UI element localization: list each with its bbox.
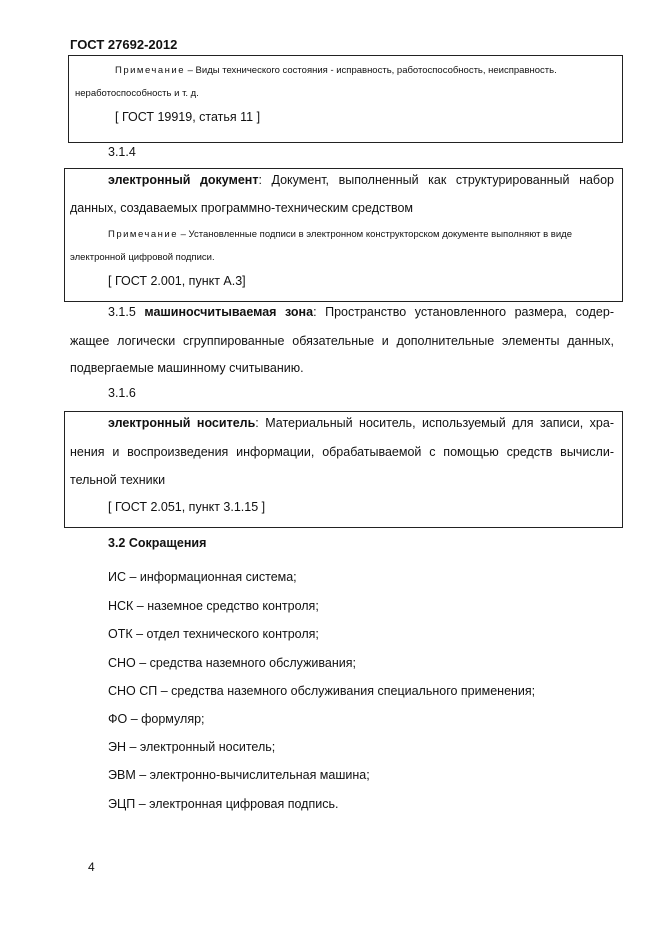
abbreviation-item: ИС – информационная система; [108, 570, 297, 584]
term-314-note-line1 [108, 229, 572, 240]
term-314-reference: [ ГОСТ 2.001, пункт А.3] [108, 274, 246, 288]
abbreviations-heading: 3.2 Сокращения [108, 536, 207, 550]
term-316-term: электронный носитель [108, 416, 256, 430]
abbreviation-item: ЭЦП – электронная цифровая подпись. [108, 797, 339, 811]
term-314-def-line1 [108, 166, 614, 195]
term-316-def-line3: тельной техники [70, 473, 166, 487]
term-316-def1: : Материальный носитель, используемый для записи, хра- [255, 416, 614, 430]
note-1-label: Примечание [115, 65, 185, 76]
page-number: 4 [88, 860, 95, 874]
term-314-def-line2: данных, создаваемых программно-техническим средством [70, 201, 414, 215]
term-315-def-line3: подвергаемые машинному считыванию. [70, 361, 304, 375]
term-314-note-label: Примечание [108, 229, 178, 240]
abbreviation-item: ЭН – электронный носитель; [108, 740, 276, 754]
abbreviation-item: ОТК – отдел технического контроля; [108, 627, 319, 641]
term-314-term: электронный документ [108, 173, 259, 187]
clause-316-number: 3.1.6 [108, 386, 136, 400]
abbreviation-item: СНО – средства наземного обслуживания; [108, 656, 356, 670]
abbreviation-item: СНО СП – средства наземного обслуживания специального применения; [108, 684, 536, 698]
term-316-reference: [ ГОСТ 2.051, пункт 3.1.15 ] [108, 500, 266, 514]
abbreviation-item: НСК – наземное средство контроля; [108, 599, 319, 613]
standard-id: ГОСТ 27692-2012 [70, 37, 178, 52]
term-314-note-text: – Установленные подписи в электронном конструкторском документе выполняют в виде [178, 229, 572, 240]
term-315-def-line2: жащее логически сгруппированные обязательные и дополнительные элементы данных, [70, 334, 614, 348]
term-315-term: машиносчитываемая зона [144, 305, 314, 319]
term-314-def1: : Документ, выполненный как структурированный набор [258, 173, 614, 187]
note-1-line1 [115, 65, 557, 76]
term-316-line1 [108, 409, 614, 438]
clause-314-number: 3.1.4 [108, 145, 136, 159]
term-315-line1 [108, 298, 614, 327]
abbreviation-item: ФО – формуляр; [108, 712, 205, 726]
note-1-text: – Виды технического состояния - исправность, работоспособность, неисправность. [185, 65, 557, 76]
note-1-line2: неработоспособность и т. д. [75, 88, 199, 99]
term-315-def1: : Пространство установленного размера, содер- [313, 305, 614, 319]
abbreviation-item: ЭВМ – электронно-вычислительная машина; [108, 768, 370, 782]
term-316-def-line2: нения и воспроизведения информации, обрабатываемой с помощью средств вычисли- [70, 445, 614, 459]
note-1-reference: [ ГОСТ 19919, статья 11 ] [115, 110, 261, 124]
clause-315-number: 3.1.5 [108, 305, 136, 319]
term-314-note-line2: электронной цифровой подписи. [70, 252, 215, 263]
